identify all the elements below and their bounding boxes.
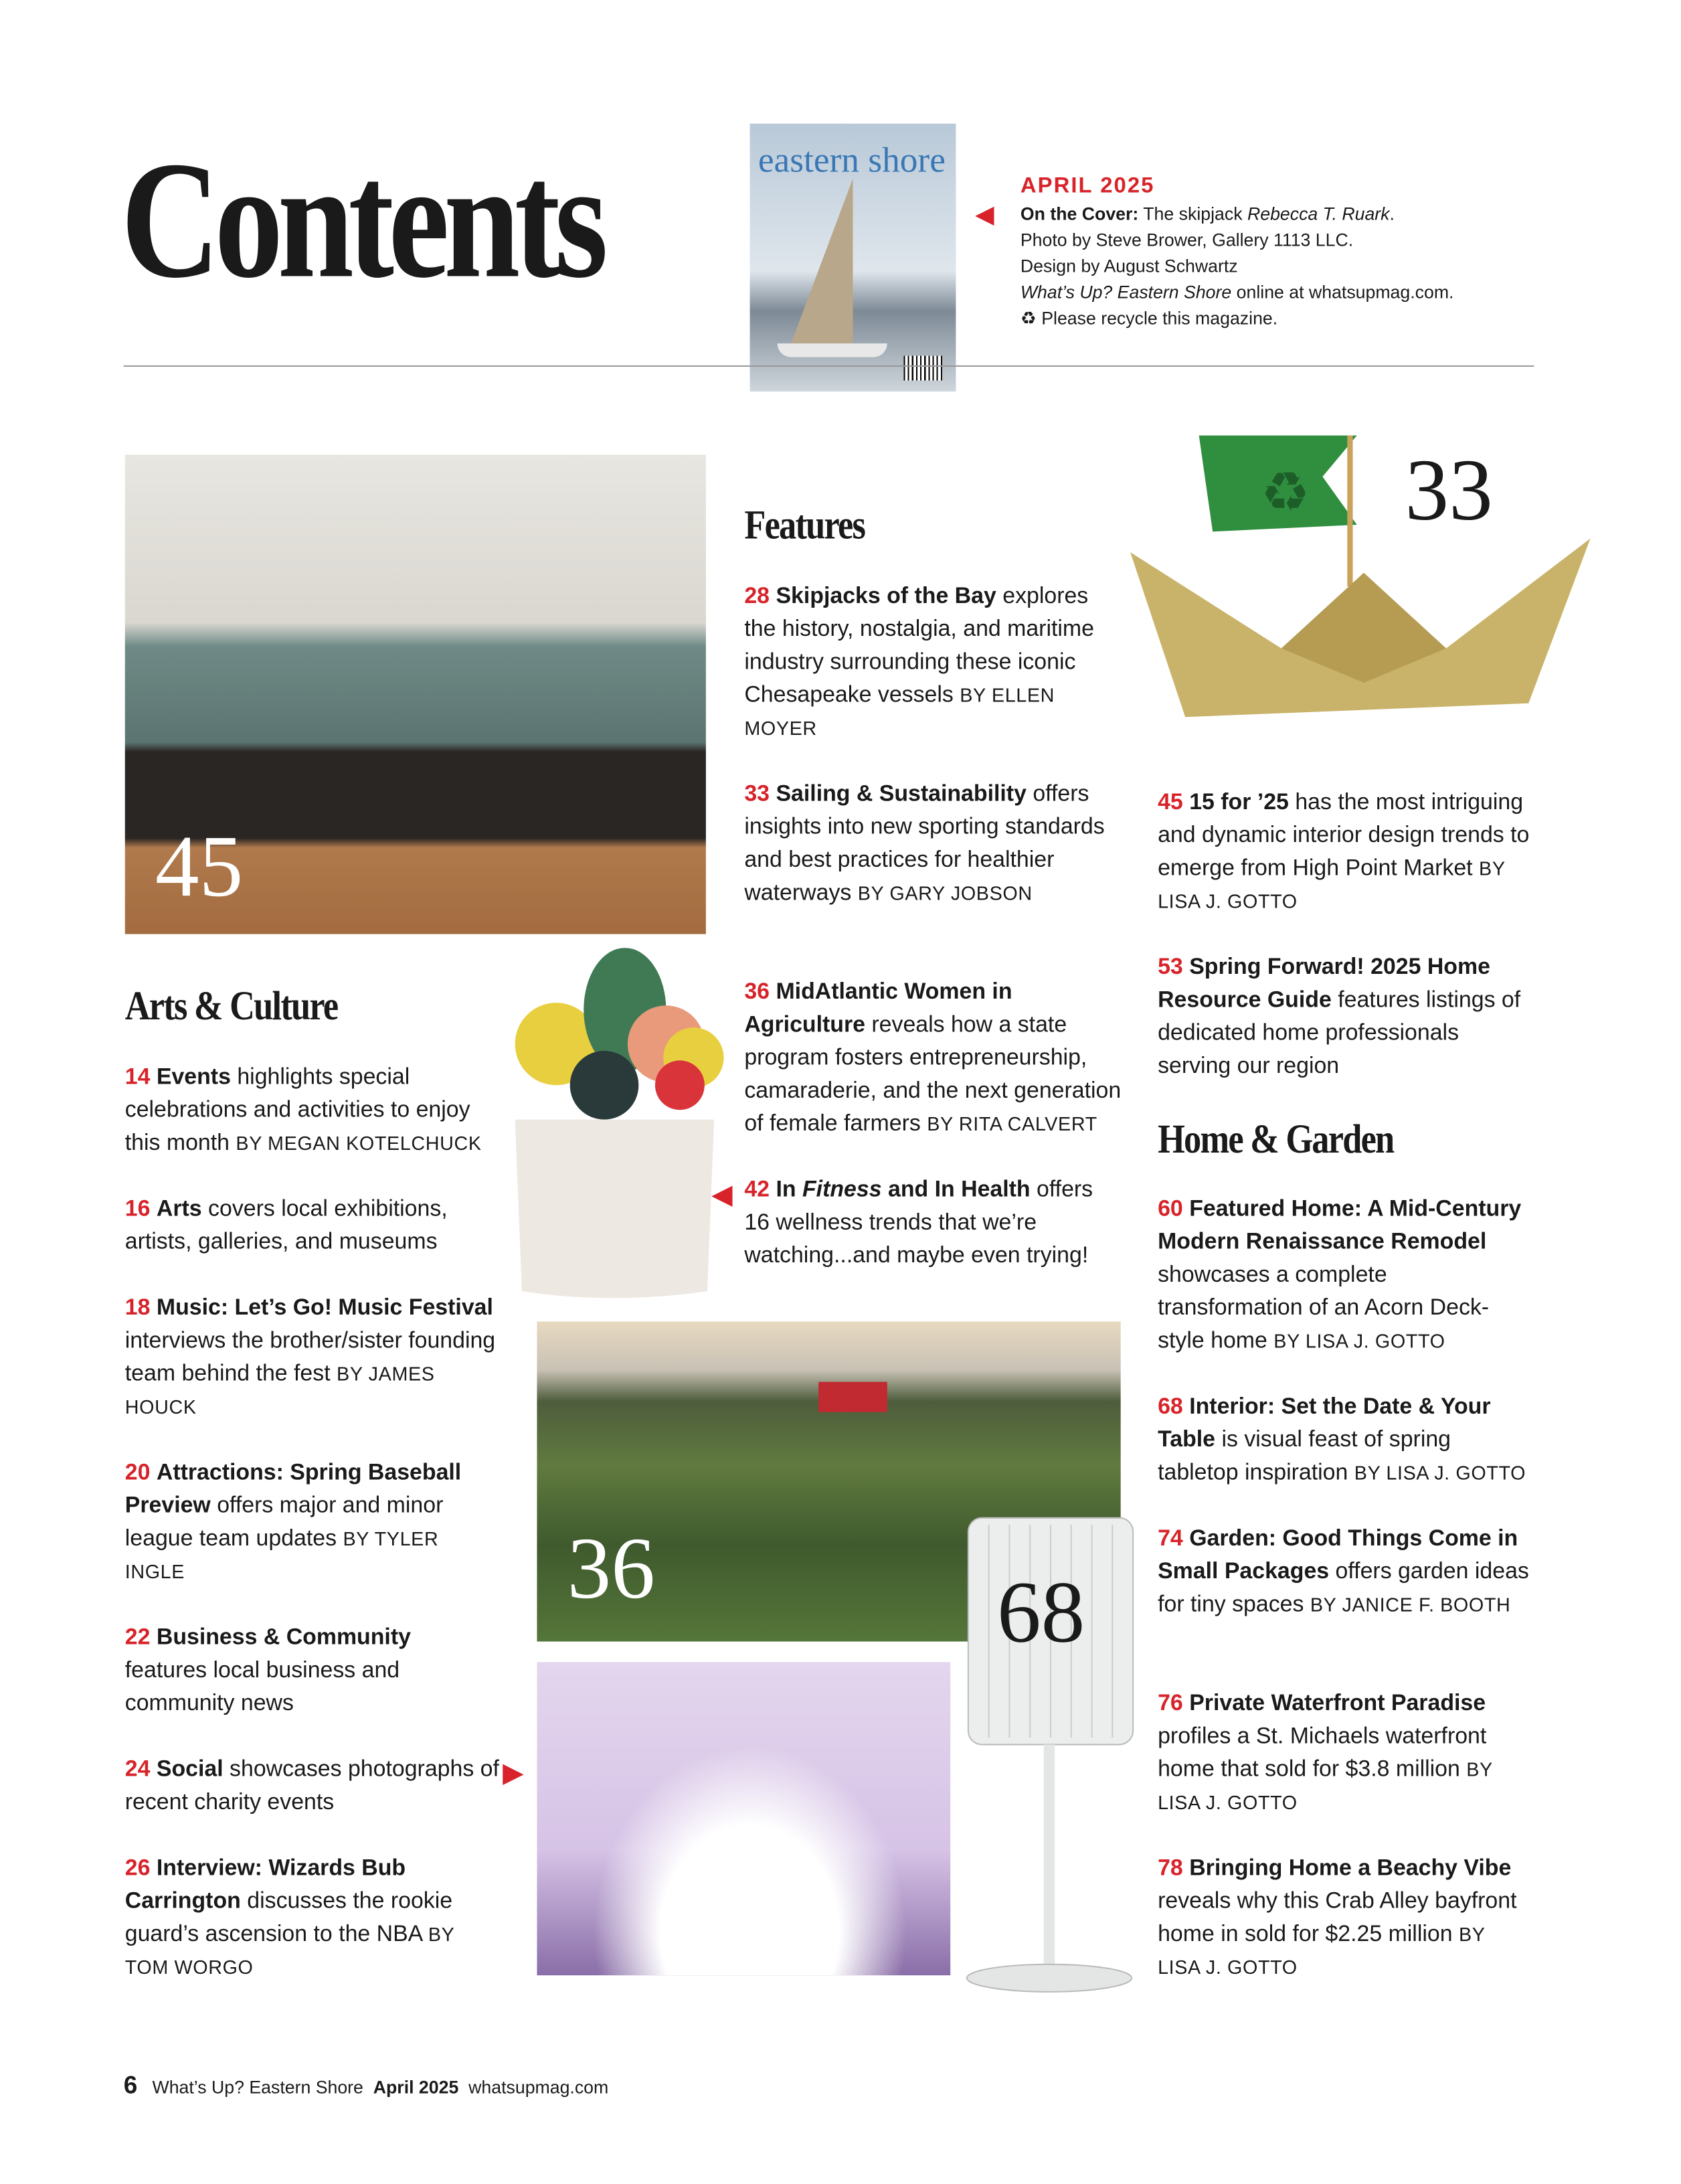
- entry-title: Spring Forward! 2025 Home Resource Guide: [1158, 954, 1490, 1013]
- entry-desc: offers 16 wellness trends that we’re watching...and maybe even trying!: [744, 1177, 1093, 1268]
- cover-thumbnail[interactable]: [750, 124, 956, 392]
- entry-page: 22: [124, 1624, 151, 1650]
- section-features: Features: [744, 503, 865, 548]
- entry-page: 60: [1158, 1196, 1183, 1222]
- entry-desc: reveals why this Crab Alley bayfront home in sold for $2.25 million: [1158, 1888, 1517, 1947]
- toc-entry-74[interactable]: [1158, 1522, 1535, 1621]
- entry-desc: is visual feast of spring tabletop inspiration: [1158, 1427, 1451, 1485]
- entry-page: 78: [1158, 1855, 1183, 1881]
- page-number: 6: [123, 2071, 138, 2099]
- entry-page: 18: [124, 1295, 151, 1321]
- entry-byline: BY LISA J. GOTTO: [1354, 1461, 1526, 1484]
- footer-site[interactable]: whatsupmag.com: [468, 2077, 609, 2098]
- entry-desc: explores the history, nostalgia, and maritime industry surrounding these iconic Chesapeake vessels: [744, 584, 1094, 707]
- design-credit: Design by August Schwartz: [1020, 255, 1238, 276]
- sail-image: [791, 179, 853, 343]
- entry-desc: has the most intriguing and dynamic interior design trends to emerge from High Point Market: [1158, 790, 1530, 881]
- entry-page: 76: [1158, 1691, 1183, 1716]
- entry-title: Skipjacks of the Bay: [776, 584, 996, 609]
- arrow-right-icon: ▶: [503, 1758, 524, 1789]
- entry-desc: covers local exhibitions, artists, galleries, and museums: [124, 1196, 448, 1254]
- entry-page: 45: [1158, 790, 1183, 815]
- entry-byline: BY LISA J. GOTTO: [1158, 1758, 1493, 1814]
- toc-entry-45[interactable]: [1158, 786, 1535, 918]
- page-number-36: 36: [567, 1519, 655, 1617]
- toc-entry-28[interactable]: [744, 580, 1122, 744]
- toc-entry-36[interactable]: [744, 975, 1122, 1140]
- page-number-68: 68: [996, 1563, 1085, 1661]
- entry-title: Garden: Good Things Come in Small Packages: [1158, 1526, 1518, 1584]
- toc-entry-18[interactable]: [125, 1291, 503, 1423]
- toc-entry-26[interactable]: [125, 1852, 489, 1984]
- section-home-garden: Home & Garden: [1158, 1116, 1394, 1163]
- entry-byline: BY TOM WORGO: [124, 1923, 454, 1979]
- entry-title: Interview: Wizards Bub Carrington: [124, 1855, 406, 1914]
- cover-masthead: eastern shore: [758, 140, 946, 180]
- entry-page: 74: [1158, 1526, 1183, 1551]
- cover-text: The skipjack: [1143, 203, 1243, 224]
- toc-entry-60[interactable]: [1158, 1192, 1535, 1357]
- entry-byline: BY GARY JOBSON: [857, 881, 1033, 904]
- entry-title: Bringing Home a Beachy Vibe: [1189, 1855, 1512, 1881]
- red-barn: [818, 1382, 887, 1412]
- entry-title: Business & Community: [156, 1624, 411, 1650]
- toc-entry-33[interactable]: [744, 778, 1108, 910]
- entry-page: 28: [744, 584, 770, 609]
- entry-title-italic: Fitness: [802, 1177, 882, 1202]
- entry-title: Arts: [156, 1196, 202, 1222]
- toc-entry-78[interactable]: [1158, 1852, 1522, 1984]
- entry-desc: reveals how a state program fosters entrepreneurship, camaraderie, and the next generation of female farmers: [744, 1012, 1122, 1137]
- entry-page: 24: [124, 1756, 151, 1782]
- entry-title: Social: [156, 1756, 224, 1782]
- entry-title: 15 for ’25: [1189, 790, 1289, 815]
- brides: [592, 1744, 908, 1975]
- entry-page: 33: [744, 781, 770, 807]
- cover-info: [1021, 173, 1454, 331]
- toc-entry-20[interactable]: [125, 1456, 482, 1588]
- photo-credit: Photo by Steve Brower, Gallery 1113 LLC.: [1020, 229, 1354, 250]
- entry-byline: BY MEGAN KOTELCHUCK: [236, 1132, 482, 1154]
- toc-entry-42[interactable]: [744, 1173, 1122, 1272]
- entry-title: In: [776, 1177, 796, 1202]
- recycle-icon: ♻: [1020, 307, 1037, 329]
- entry-byline: BY ELLEN MOYER: [744, 684, 1055, 740]
- entry-title: Sailing & Sustainability: [776, 781, 1027, 807]
- entry-desc: discusses the rookie guard’s ascension to the NBA: [124, 1888, 453, 1947]
- divider: [124, 365, 1534, 367]
- toc-entry-14[interactable]: [125, 1060, 503, 1159]
- entry-title: MidAtlantic Women in Agriculture: [744, 979, 1012, 1037]
- cover-label: On the Cover:: [1020, 203, 1139, 224]
- entry-page: 36: [744, 979, 770, 1005]
- cover-boat: Rebecca T. Ruark: [1247, 203, 1390, 224]
- entry-page: 16: [124, 1196, 151, 1222]
- toc-entry-53[interactable]: [1158, 950, 1535, 1082]
- entry-page: 68: [1158, 1394, 1183, 1420]
- footer-publication: What’s Up? Eastern Shore: [152, 2077, 363, 2098]
- entry-title: and In Health: [888, 1177, 1031, 1202]
- entry-desc: offers major and minor league team updates: [124, 1493, 444, 1551]
- entry-byline: BY LISA J. GOTTO: [1273, 1329, 1445, 1352]
- arrow-left-icon: ◀: [975, 200, 994, 228]
- entry-desc: features listings of dedicated home professionals serving our region: [1158, 987, 1521, 1079]
- entry-page: 20: [124, 1460, 151, 1485]
- entry-desc: showcases photographs of recent charity events: [124, 1756, 499, 1815]
- issue-month: APRIL 2025: [1020, 174, 1155, 198]
- entry-title: Private Waterfront Paradise: [1189, 1691, 1486, 1716]
- page-title: Contents: [120, 127, 603, 313]
- toc-entry-16[interactable]: [125, 1192, 482, 1258]
- barcode: [903, 356, 942, 381]
- page-number-45: 45: [155, 817, 244, 915]
- page-number-33: 33: [1405, 440, 1493, 539]
- footer-issue: April 2025: [373, 2077, 459, 2098]
- entry-desc: features local business and community news: [124, 1658, 400, 1716]
- entry-desc: highlights special celebrations and activities to enjoy this month: [124, 1064, 470, 1155]
- entry-title: Featured Home: A Mid-Century Modern Renaissance Remodel: [1158, 1196, 1522, 1254]
- entry-title: Music: Let’s Go! Music Festival: [156, 1295, 493, 1321]
- entry-title: Events: [156, 1064, 231, 1090]
- svg-text:♻: ♻: [1261, 462, 1310, 523]
- kitchen-photo[interactable]: [125, 454, 706, 934]
- toc-entry-22[interactable]: [125, 1621, 482, 1720]
- toc-entry-76[interactable]: [1158, 1687, 1535, 1819]
- entry-desc: offers garden ideas for tiny spaces: [1158, 1559, 1529, 1617]
- entry-byline: BY LISA J. GOTTO: [1158, 857, 1506, 912]
- entry-byline: BY TYLER INGLE: [124, 1527, 439, 1583]
- entry-title: Attractions: Spring Baseball Preview: [124, 1460, 462, 1518]
- entry-page: 26: [124, 1855, 151, 1881]
- entry-byline: BY JAMES HOUCK: [124, 1362, 435, 1418]
- online-text: online at whatsupmag.com.: [1236, 281, 1454, 303]
- wedding-photo[interactable]: [537, 1662, 950, 1975]
- entry-byline: BY JANICE F. BOOTH: [1310, 1593, 1511, 1616]
- entry-title: Interior: Set the Date & Your Table: [1158, 1394, 1491, 1452]
- entry-desc: interviews the brother/sister founding team behind the fest: [124, 1328, 496, 1386]
- online-title: What’s Up? Eastern Shore: [1020, 281, 1232, 303]
- toc-entry-68[interactable]: [1158, 1390, 1535, 1489]
- page-footer: [124, 2072, 609, 2100]
- entry-byline: BY LISA J. GOTTO: [1158, 1923, 1486, 1979]
- entry-page: 14: [124, 1064, 151, 1090]
- toc-entry-24[interactable]: [125, 1753, 503, 1819]
- entry-byline: BY RITA CALVERT: [927, 1112, 1097, 1135]
- hull-image: [778, 343, 887, 357]
- entry-page: 53: [1158, 954, 1183, 980]
- produce-bag-illustration: [501, 948, 728, 1298]
- entry-desc: offers insights into new sporting standards and best practices for healthier waterways: [744, 781, 1105, 906]
- arrow-left-icon: ◀: [711, 1179, 733, 1211]
- entry-desc: profiles a St. Michaels waterfront home that sold for $3.8 million: [1158, 1724, 1487, 1782]
- period: .: [1389, 203, 1395, 224]
- section-arts-culture: Arts & Culture: [124, 983, 338, 1029]
- entry-desc: showcases a complete transformation of an Acorn Deck-style home: [1158, 1262, 1490, 1353]
- recycle-text: Please recycle this magazine.: [1041, 307, 1278, 329]
- entry-page: 42: [744, 1177, 770, 1202]
- paper-boat-illustration: [1130, 428, 1591, 738]
